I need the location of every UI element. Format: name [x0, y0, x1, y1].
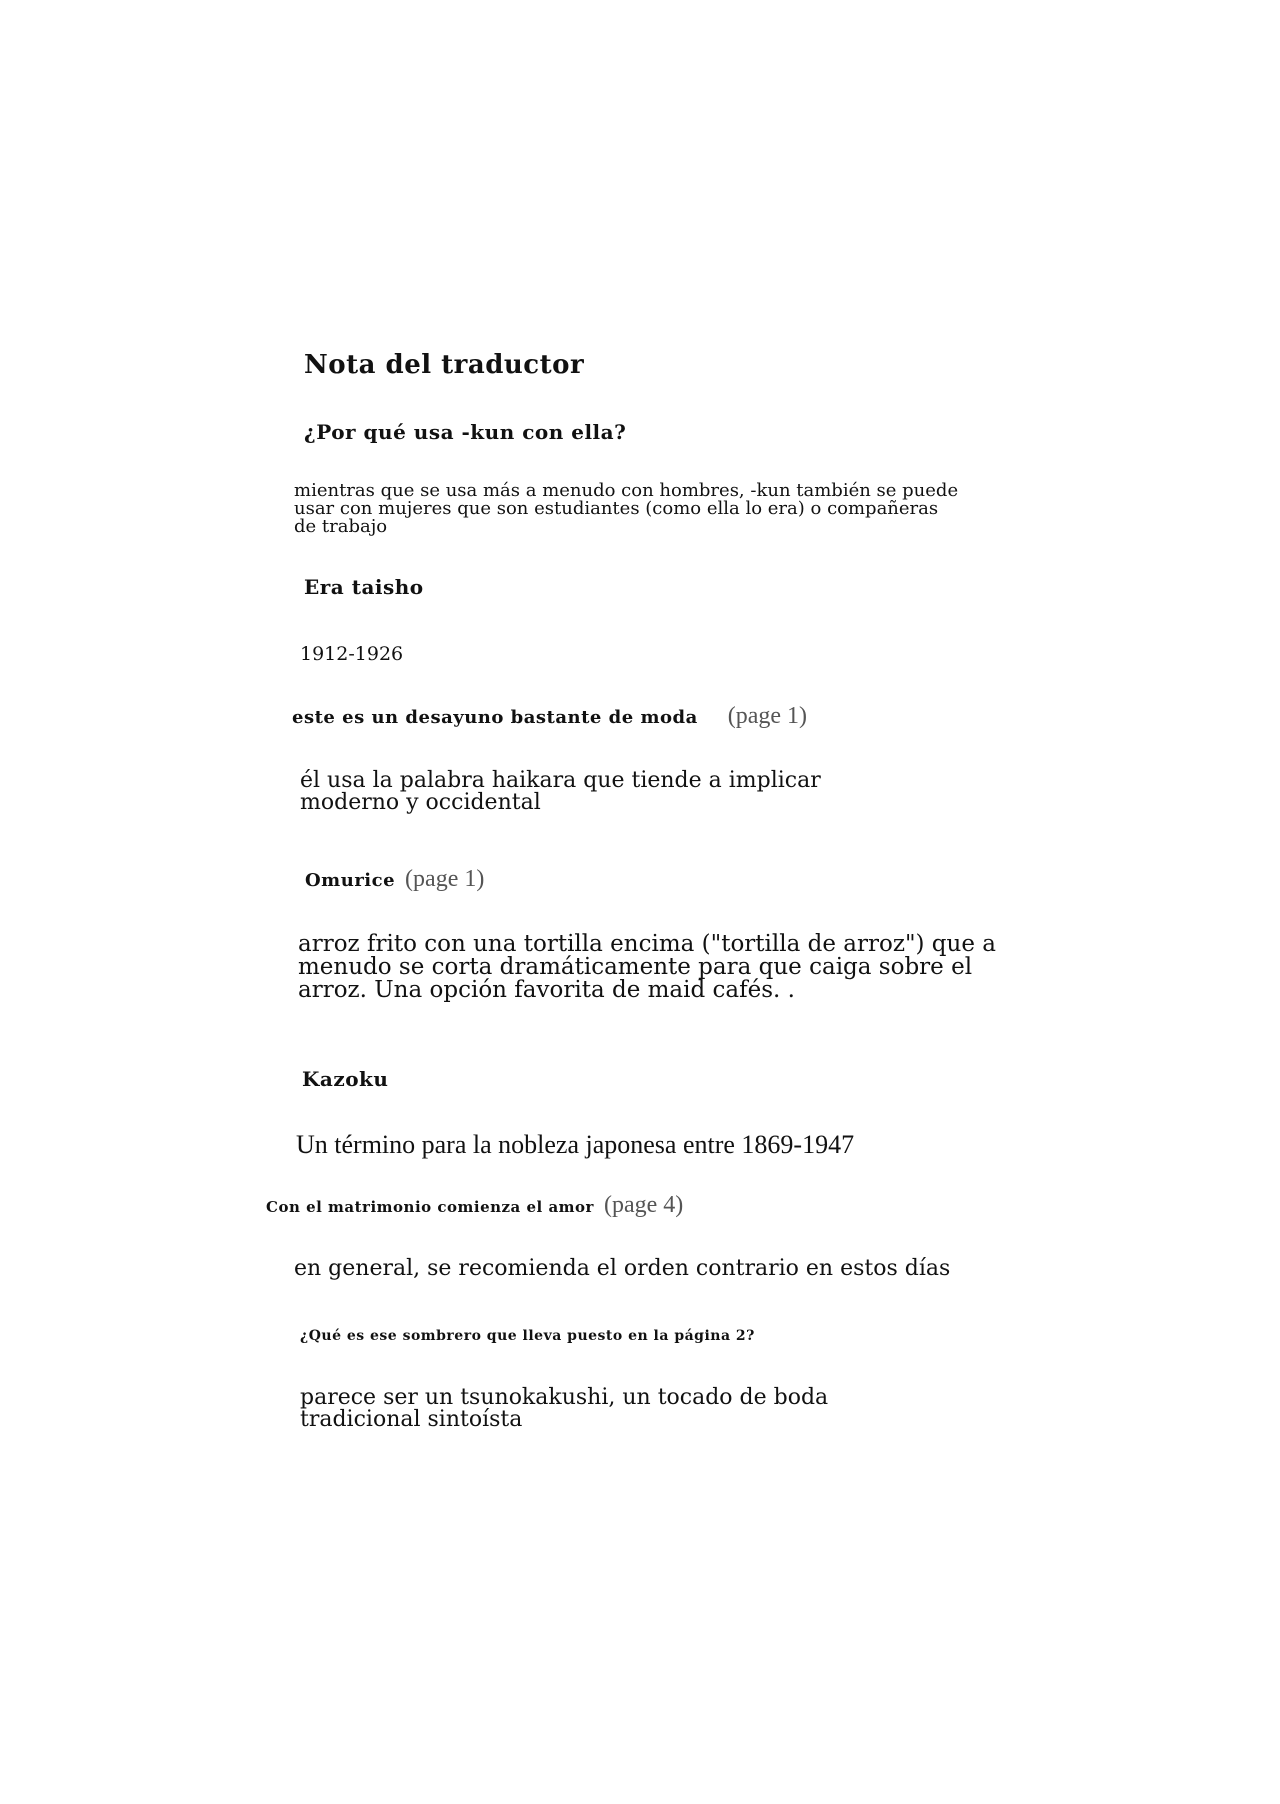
note-heading-kazoku: Kazoku	[302, 1067, 389, 1091]
note-line: parece ser un tsunokakushi, un tocado de boda	[300, 1385, 829, 1410]
note-line: arroz. Una opción favorita de maid cafés. .	[298, 977, 795, 1003]
note-body-kun	[294, 482, 958, 536]
note-line: arroz frito con una tortilla encima ("tortilla de arroz") que a	[298, 931, 996, 957]
note-heading-desayuno: este es un desayuno bastante de moda	[292, 707, 698, 728]
note-body-desayuno	[300, 770, 821, 814]
page-title: Nota del traductor	[304, 350, 585, 380]
page-reference: (page 4)	[603, 1192, 684, 1218]
note-line: él usa la palabra haikara que tiende a implicar	[300, 768, 821, 793]
note-line: menudo se corta dramáticamente para que caiga sobre el	[298, 954, 973, 980]
note-heading-era-taisho: Era taisho	[304, 575, 424, 599]
note-body-matrimonio: en general, se recomienda el orden contrario en estos días	[294, 1256, 951, 1281]
note-heading-row-desayuno	[292, 703, 807, 730]
note-line: de trabajo	[294, 516, 388, 537]
note-heading-omurice: Omurice	[305, 870, 396, 891]
note-heading-sombrero: ¿Qué es ese sombrero que lleva puesto en la página 2?	[300, 1328, 755, 1344]
note-line: moderno y occidental	[300, 790, 541, 815]
note-heading-matrimonio: Con el matrimonio comienza el amor	[266, 1198, 594, 1216]
note-line: mientras que se usa más a menudo con hombres, -kun también se puede	[294, 480, 959, 501]
note-heading-kun: ¿Por qué usa -kun con ella?	[304, 420, 627, 444]
note-heading-row-matrimonio	[266, 1192, 683, 1219]
note-body-kazoku: Un término para la nobleza japonesa entre 1869-1947	[296, 1130, 855, 1159]
note-line: usar con mujeres que son estudiantes (como ella lo era) o compañeras	[294, 498, 939, 519]
note-heading-row-omurice	[305, 866, 484, 893]
note-line: tradicional sintoísta	[300, 1407, 523, 1432]
page-reference: (page 1)	[405, 866, 485, 892]
note-body-era-taisho: 1912-1926	[300, 643, 404, 665]
note-body-omurice	[298, 933, 996, 1002]
note-body-sombrero	[300, 1387, 828, 1431]
page-reference: (page 1)	[727, 703, 808, 729]
